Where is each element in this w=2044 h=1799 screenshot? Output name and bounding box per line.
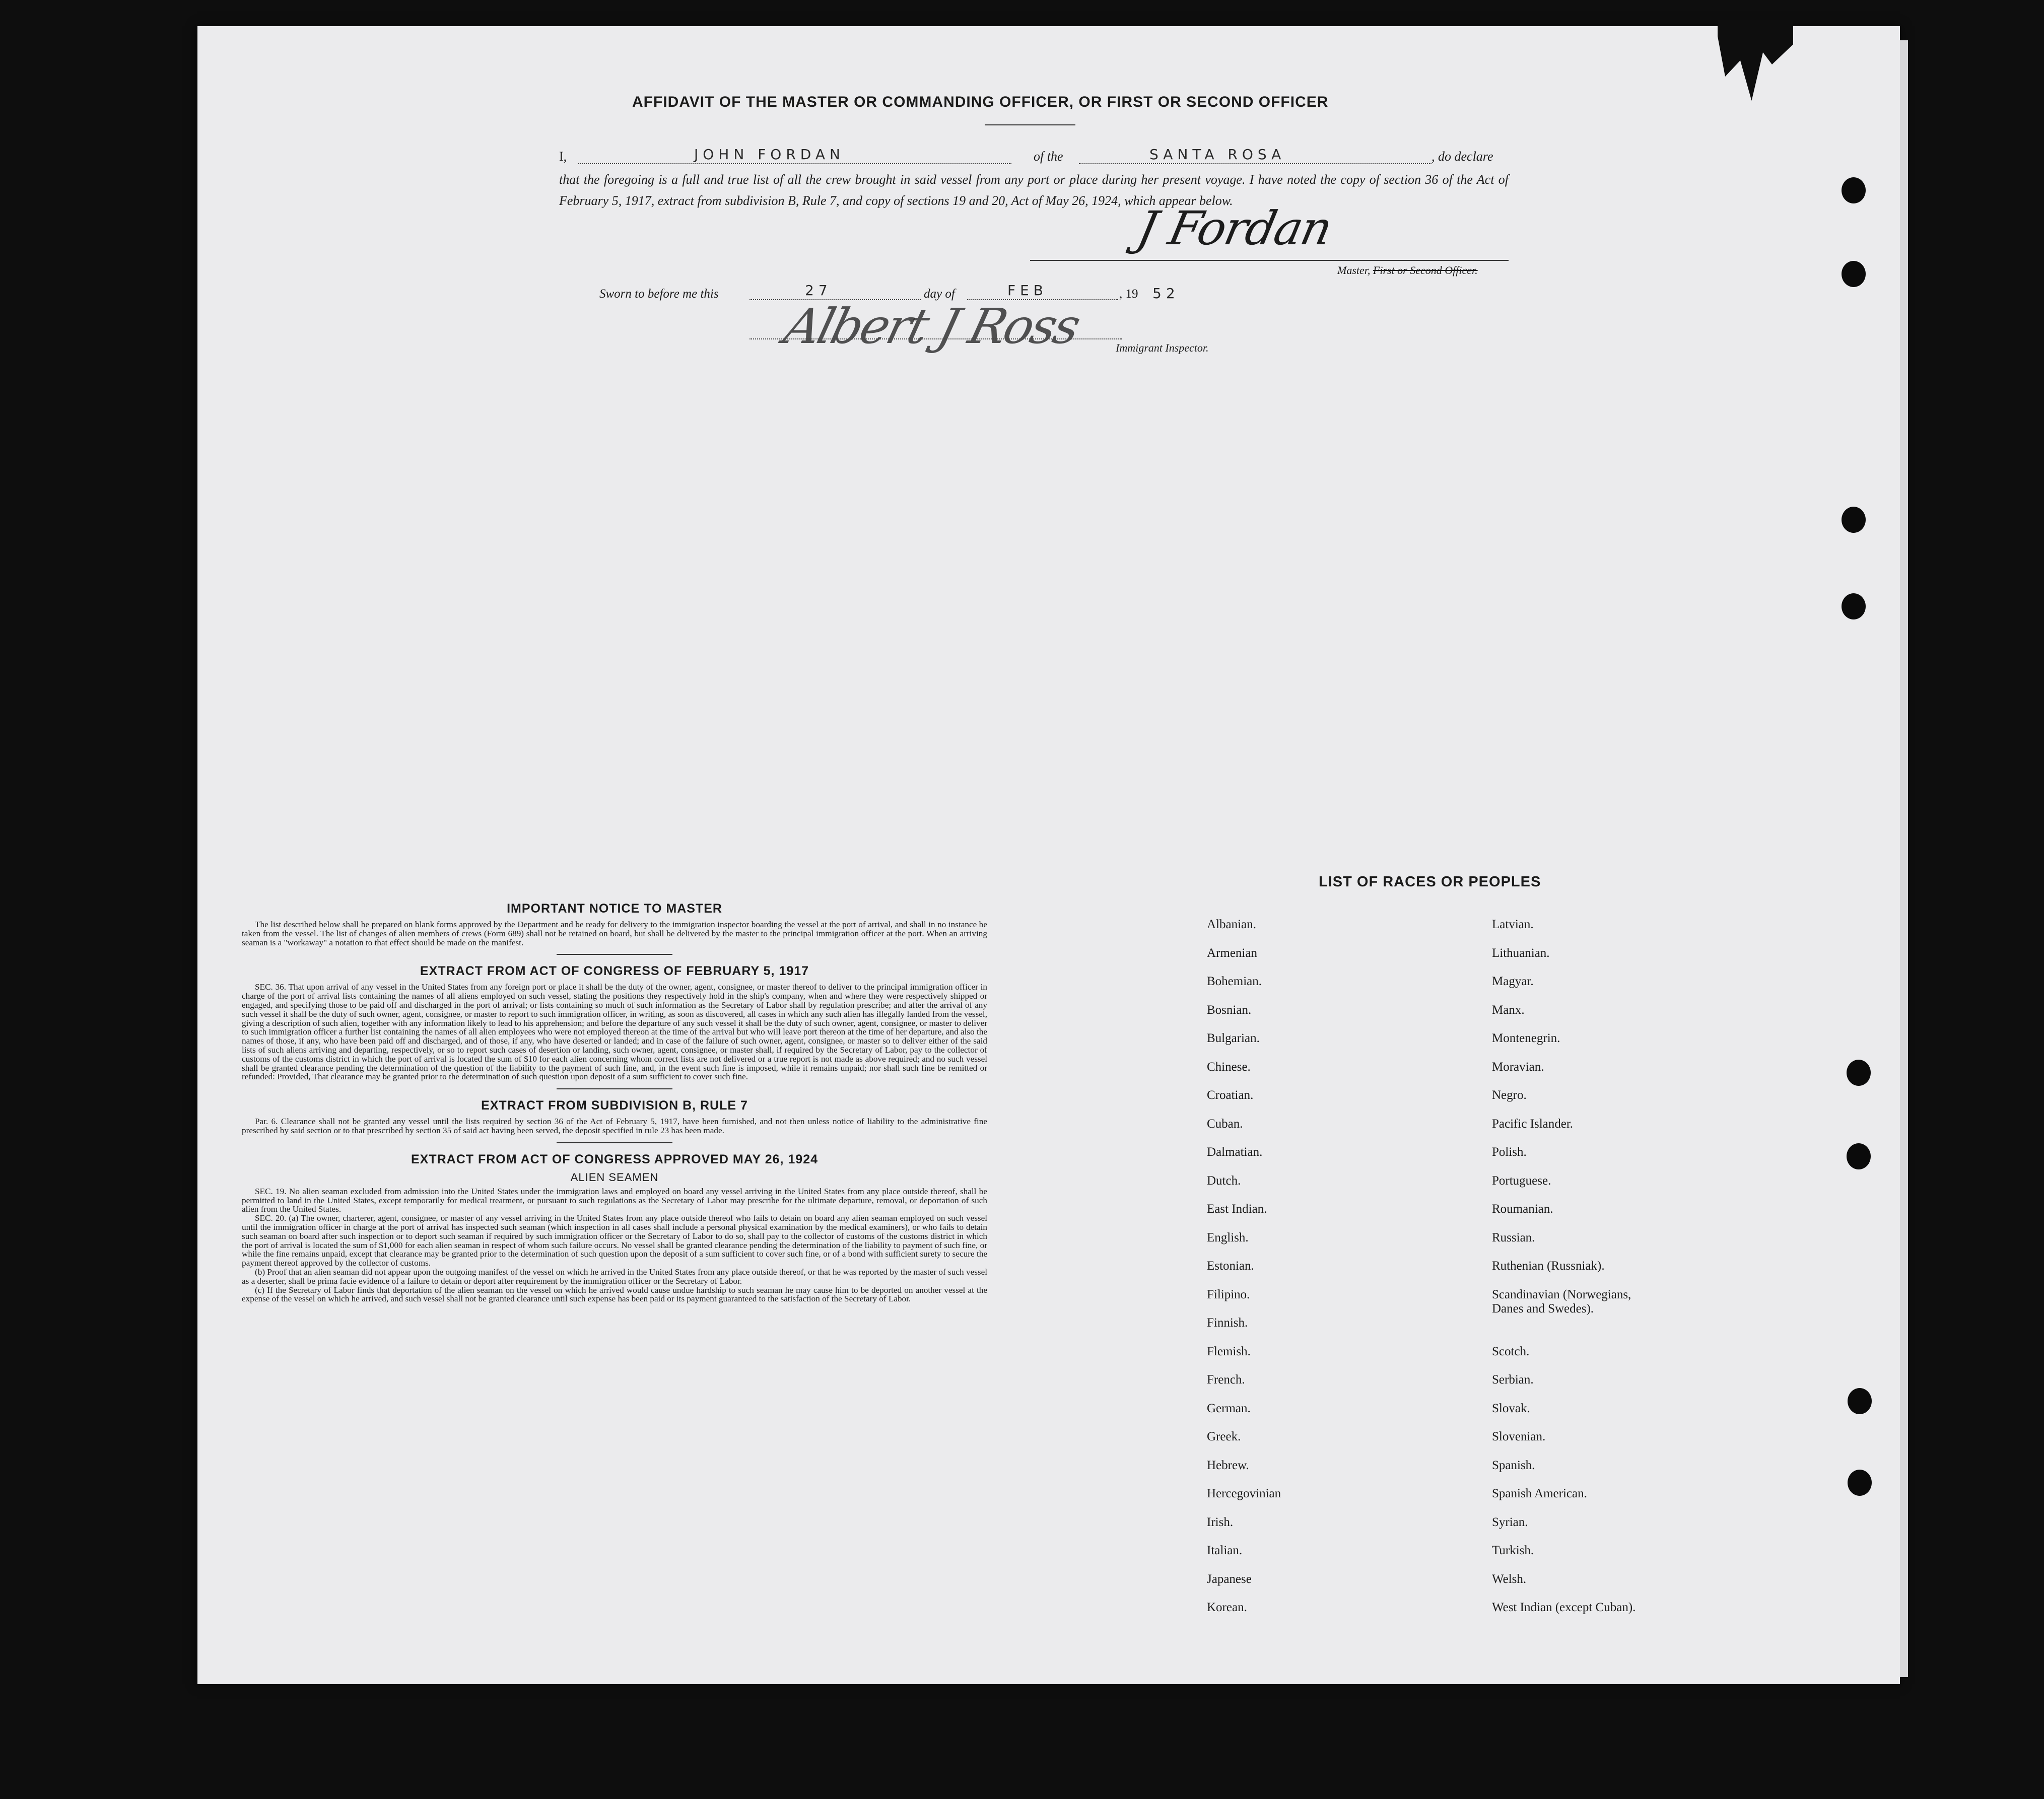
race-item: Irish. <box>1207 1515 1234 1529</box>
race-item: West Indian (except Cuban). <box>1492 1601 1636 1614</box>
race-item: Pacific Islander. <box>1492 1117 1574 1131</box>
race-item: Finnish. <box>1207 1316 1248 1330</box>
page-edge <box>1900 40 1908 1677</box>
race-item: Moravian. <box>1492 1060 1544 1074</box>
extract-1924-sec20a: SEC. 20. (a) The owner, charterer, agent, consignee, or master of any vessel arriving in the United States from any place outside thereof who fails to detain on board any alien seaman employed on such vessel until the immigration officer in charge at the port of arrival has inspected such seaman (which inspection in all cases shall include a personal physical examination by the medical examiners), or who fails to detain such seaman on board after such inspection or to deport such seaman if required by such immigration officer or the Secretary of Labor to do so, shall pay to the collector of customs of the customs district in which the port of arrival is located the sum of $1,000 for each alien seaman in respect of whom such failure occurs. No vessel shall be granted clearance pending the determination of the liability to payment of such fine, or while the fine remains unpaid, except that clearance may be granted prior to the determination of such question upon the deposit of a sum sufficient to cover such fine, or of a bond with sufficient surety to secure the payment thereof approved by the collector of customs. <box>242 1213 987 1268</box>
pronoun-label: I, <box>559 149 567 164</box>
race-item: Bosnian. <box>1207 1003 1252 1017</box>
race-item: English. <box>1207 1230 1249 1244</box>
race-item: Latvian. <box>1492 918 1534 931</box>
race-item: Spanish. <box>1492 1458 1535 1472</box>
extract-1924-sec20c: (c) If the Secretary of Labor finds that deportation of the alien seaman on the vessel on which he arrived would cause undue hardship to such seaman he may cause him to be deported on another vessel at the expense of the vessel on which he arrived, and such vessel shall not be granted clearance until such expense has been paid or its payment guaranteed to the satisfaction of the Secretary of Labor. <box>242 1285 987 1304</box>
section-divider <box>557 1142 672 1143</box>
race-item: Lithuanian. <box>1492 946 1550 960</box>
title-rule <box>985 124 1075 125</box>
master-name-field <box>578 146 1011 164</box>
race-item: German. <box>1207 1401 1251 1415</box>
race-item: Bulgarian. <box>1207 1031 1260 1045</box>
inspector-label: Immigrant Inspector. <box>1116 341 1209 354</box>
binder-hole-icon <box>1842 507 1866 533</box>
binder-hole-icon <box>1848 1388 1872 1414</box>
race-item: Magyar. <box>1492 975 1534 988</box>
extract-1924-sec20b: (b) Proof that an alien seaman did not appear upon the outgoing manifest of the vessel on which he arrived in the United States from any place outside thereof, or that he was reported by the master of such vessel as a deserter, shall be prima facie evidence of a failure to detain or deport after requirement by the immigration officer or the Secretary of Labor. <box>242 1267 987 1286</box>
race-item: Slovak. <box>1492 1401 1530 1415</box>
extract-1917-title: EXTRACT FROM ACT OF CONGRESS OF FEBRUARY 5, 1917 <box>420 964 809 979</box>
declaration-text: that the foregoing is a full and true list of all the crew brought in said vessel from any port or place during her present voyage. I have noted the copy of section 36 of the Act of February 5, 1917, extract from subdivision B, Rule 7, and copy of sections 19 and 20, Act of May 26, 1924, which appear below. <box>559 172 1509 208</box>
race-item: Armenian <box>1207 946 1257 960</box>
section-divider <box>557 1088 672 1089</box>
extract-1924-subtitle: ALIEN SEAMEN <box>570 1170 659 1184</box>
struck-officer-label: First or Second Officer. <box>1373 264 1478 276</box>
race-item: Manx. <box>1492 1003 1525 1017</box>
section-divider <box>557 954 672 955</box>
races-title: LIST OF RACES OR PEOPLES <box>1319 874 1541 890</box>
race-item: Bohemian. <box>1207 975 1262 988</box>
document-page <box>197 26 1900 1684</box>
notice-text: The list described below shall be prepared on blank forms approved by the Department and be ready for delivery to the immigration inspector boarding the vessel at the port of arrival, and shall in no instance be taken from the vessel. The list of changes of alien members of crews (Form 689) shall not be retained on board, but shall be delivered by the master to the principal immigration officer at the port. When an arriving seaman is a "workaway" a notation to that effect should be made on the manifest. <box>242 920 987 947</box>
binder-hole-icon <box>1847 1060 1871 1086</box>
signature-line <box>1030 260 1509 261</box>
binder-hole-icon <box>1842 261 1866 287</box>
month-field <box>967 282 1118 300</box>
affidavit-title: AFFIDAVIT OF THE MASTER OR COMMANDING OFFICER, OR FIRST OR SECOND OFFICER <box>632 94 1329 110</box>
race-item: Portuguese. <box>1492 1173 1551 1188</box>
race-item: Scandinavian (Norwegians, Danes and Swedes). <box>1492 1287 1631 1316</box>
race-item: Cuban. <box>1207 1117 1243 1131</box>
race-item: Serbian. <box>1492 1373 1534 1387</box>
extract-rule7-title: EXTRACT FROM SUBDIVISION B, RULE 7 <box>481 1098 748 1113</box>
binder-hole-icon <box>1842 177 1866 203</box>
race-item: Welsh. <box>1492 1572 1527 1586</box>
race-item: Dalmatian. <box>1207 1145 1263 1159</box>
race-item: Japanese <box>1207 1572 1252 1586</box>
race-item: Filipino. <box>1207 1287 1250 1301</box>
day-field <box>750 282 921 300</box>
vessel-name-field <box>1079 146 1432 164</box>
race-item: Polish. <box>1492 1145 1527 1159</box>
day-of-label: day of <box>924 287 955 301</box>
master-title-line <box>1337 264 1478 277</box>
race-item: Hercegovinian <box>1207 1487 1281 1500</box>
race-item: Estonian. <box>1207 1259 1254 1273</box>
race-item: Slovenian. <box>1492 1430 1546 1443</box>
master-signature: J Fordan <box>1132 201 1336 255</box>
race-item: Scotch. <box>1492 1344 1530 1358</box>
race-item: Flemish. <box>1207 1344 1251 1358</box>
race-item: Turkish. <box>1492 1544 1534 1557</box>
race-item: East Indian. <box>1207 1202 1267 1216</box>
race-item: Spanish American. <box>1492 1487 1587 1500</box>
race-item: Croatian. <box>1207 1088 1254 1102</box>
race-item: Greek. <box>1207 1430 1241 1443</box>
master-name-value: JOHN FORDAN <box>694 146 845 163</box>
race-item: Montenegrin. <box>1492 1031 1560 1045</box>
notices-column <box>242 896 987 1303</box>
race-item: Korean. <box>1207 1601 1247 1614</box>
extract-1917-text: SEC. 36. That upon arrival of any vessel in the United States from any foreign port or place it shall be the duty of the owner, agent, consignee, or master thereof to deliver to the principal immigration officer in charge of the port of arrival lists containing the names of all aliens employed on such vessel, stating the positions they respectively hold in the ship's company, when and where they were respectively shipped or engaged, and specifying those to be paid off and discharged in the port of arrival; or lists containing so much of such information as the Secretary of Labor shall by regulation prescribe; and after the arrival of any such vessel it shall be the duty of such owner, agent, consignee, or master to report to such immigration officer, in writing, as soon as discovered, all cases in which any such alien has illegally landed from the vessel, giving a description of such alien, together with any information likely to lead to his apprehension; and before the departure of any such vessel it shall be the duty of such owner, agent, consignee, or master to deliver to such immigration officer a further list containing the names of all alien employees who were not employed thereon at the time of the arrival but who will leave port thereon at the time of her departure, and also the names of those, if any, who have been paid off and discharged, and of those, if any, who have deserted or landed; and in case of the failure of such owner, agent, consignee, or master so to deliver either of the said lists of such aliens arriving and departing, respectively, or so to report such cases of desertion or landing, such owner, agent, consignee, or master shall, if required by the Secretary of Labor, pay to the collector of customs of the customs district in which the port of arrival is located the sum of $10 for each alien concerning whom correct lists are not delivered or a true report is not made as above required; and no such vessel shall be granted clearance pending the determination of the question of the liability to the payment of such fine, and, in the event such fine is imposed, while it remains unpaid; nor shall such fine be remitted or refunded: Provided, That clearance may be granted prior to the determination of such question upon deposit of a sum sufficient to cover such fine. <box>242 982 987 1082</box>
binder-hole-icon <box>1848 1470 1872 1496</box>
extract-1924-sec19: SEC. 19. No alien seaman excluded from admission into the United States under the immigration laws and employed on board any vessel arriving in the United States from any place outside thereof, shall be permitted to land in the United States, except temporarily for medical treatment, or pursuant to such regulations as the Secretary of Labor may prescribe for the ultimate departure, removal, or deportation of such alien from the United States. <box>242 1186 987 1214</box>
race-item: French. <box>1207 1373 1245 1387</box>
race-item: Roumanian. <box>1492 1202 1553 1216</box>
binder-hole-icon <box>1847 1143 1871 1169</box>
inspector-signature: Albert J Ross <box>779 298 1084 355</box>
of-the-label: of the <box>1034 149 1063 164</box>
race-item: Hebrew. <box>1207 1458 1249 1472</box>
extract-rule7-text: Par. 6. Clearance shall not be granted any vessel until the lists required by section 36 of the Act of February 5, 1917, have been furnished, and not then unless notice of liability to the administrative fine prescribed by said section or to that prescribed by section 35 of said act having been served, the deposit specified in rule 23 has been made. <box>242 1117 987 1135</box>
sworn-label: Sworn to before me this <box>599 287 719 301</box>
race-item: Albanian. <box>1207 918 1256 931</box>
race-item: Syrian. <box>1492 1515 1528 1529</box>
race-item: Russian. <box>1492 1230 1535 1244</box>
do-declare-label: , do declare <box>1432 149 1493 164</box>
race-item: Chinese. <box>1207 1060 1251 1074</box>
extract-1924-title: EXTRACT FROM ACT OF CONGRESS APPROVED MAY 26, 1924 <box>411 1152 819 1166</box>
notice-title: IMPORTANT NOTICE TO MASTER <box>507 902 722 916</box>
race-item: Dutch. <box>1207 1173 1241 1188</box>
year-value: 52 <box>1152 285 1180 302</box>
race-item: Negro. <box>1492 1088 1527 1102</box>
day-value: 27 <box>805 282 832 299</box>
binder-hole-icon <box>1842 593 1866 619</box>
race-item: Italian. <box>1207 1544 1243 1557</box>
month-value: FEB <box>1007 282 1048 299</box>
year-prefix-label: , 19 <box>1119 287 1138 301</box>
vessel-name-value: SANTA ROSA <box>1149 146 1286 163</box>
master-label: Master, <box>1337 264 1371 276</box>
race-item: Ruthenian (Russniak). <box>1492 1259 1605 1273</box>
inspector-line <box>750 338 1122 339</box>
